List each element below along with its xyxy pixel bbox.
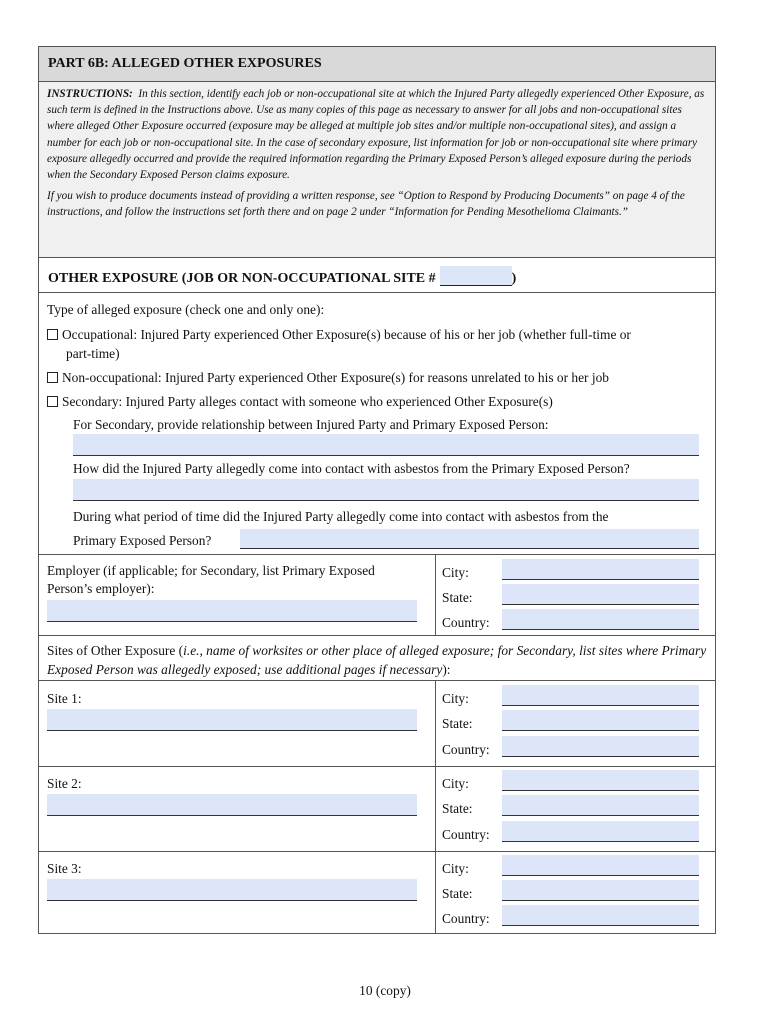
non-occupational-option: [47, 370, 609, 386]
site-3-cell: [39, 852, 435, 934]
site-1-cell: [39, 681, 435, 766]
site-2-state-label: State:: [442, 801, 473, 816]
site-2-label: Site 2:: [47, 776, 82, 791]
site-1-state-field[interactable]: [502, 710, 699, 731]
site-3-city-field[interactable]: [502, 855, 699, 876]
sites-intro-prefix: Sites of Other Exposure (: [47, 643, 184, 658]
instructions-text: In this section, identify each job or non-occupational site at which the Injured Party allegedly experienced Other Exposure, as such term is defined in the Instructions above. Use as many copies of this page as necessary to answer for all jobs and non-occupational sites where alleged Other Exposure occurred (exposure may be alleged at multiple job sites and/or multiple non-occupational sites), and assign a number for each job or non-occupational site. In the case of secondary exposure, list information for job or non-occupational site where primary exposure allegedly occurred and provide the required information regarding the Primary Exposed Person’s alleged exposure during the periods when the Secondary Exposed Person claims exposure.: [47, 88, 705, 182]
site-2-cell: [39, 767, 435, 851]
sites-intro-italic: , name of worksites or other place of alleged exposure; for Secondary, list sites where Primary Exposed Person was allegedly exposed; use additional pages if necessary: [47, 643, 707, 677]
site-1-country-field[interactable]: [502, 736, 699, 757]
page-number: 10 (copy): [359, 983, 411, 998]
employer-state-field[interactable]: [502, 584, 699, 605]
employer-label: Employer (if applicable; for Secondary, list Primary Exposed: [47, 563, 375, 578]
sites-intro: [39, 636, 715, 680]
employer-field[interactable]: [47, 600, 417, 622]
employer-state-label: State:: [442, 590, 473, 605]
period-field[interactable]: [240, 529, 699, 549]
site-2-location-cell: [436, 767, 717, 851]
site-2-city-field[interactable]: [502, 770, 699, 791]
site-1-city-field[interactable]: [502, 685, 699, 706]
occupational-checkbox[interactable]: [47, 329, 58, 340]
site-2-country-label: Country:: [442, 827, 490, 842]
occupational-option: [47, 327, 631, 343]
site-2-field[interactable]: [47, 794, 417, 816]
other-exposure-title: [39, 258, 715, 293]
site-number-field[interactable]: [440, 266, 512, 286]
employer-location-cell: [436, 555, 717, 635]
relationship-question: For Secondary, provide relationship between Injured Party and Primary Exposed Person:: [73, 417, 549, 432]
site-1-city-label: City:: [442, 691, 469, 706]
section-header: [39, 47, 715, 82]
instructions-block: [39, 82, 715, 258]
other-exposure-title-text: OTHER EXPOSURE (JOB OR NON-OCCUPATIONAL SITE #: [48, 271, 436, 286]
secondary-label: Secondary: Injured Party alleges contact with someone who experienced Other Exposure(s): [62, 394, 553, 409]
occupational-label: Occupational: Injured Party experienced Other Exposure(s) because of his or her job (whether full-time or: [62, 327, 631, 342]
employer-country-label: Country:: [442, 615, 490, 630]
employer-country-field[interactable]: [502, 609, 699, 630]
site-3-city-label: City:: [442, 861, 469, 876]
employer-cell: [39, 555, 435, 635]
sites-intro-suffix: ):: [442, 662, 451, 677]
site-1-label: Site 1:: [47, 691, 82, 706]
contact-question: How did the Injured Party allegedly come into contact with asbestos from the Primary Exposed Person?: [73, 461, 630, 476]
contact-field[interactable]: [73, 479, 699, 501]
site-3-location-cell: [436, 852, 717, 934]
non-occupational-label: Non-occupational: Injured Party experienced Other Exposure(s) for reasons unrelated to his or her job: [62, 370, 609, 385]
site-1-location-cell: [436, 681, 717, 766]
exposure-type-prompt: Type of alleged exposure (check one and only one):: [47, 302, 325, 317]
section-title: PART 6B: ALLEGED OTHER EXPOSURES: [48, 56, 322, 71]
site-1-field[interactable]: [47, 709, 417, 731]
instructions-label: INSTRUCTIONS:: [47, 88, 133, 100]
period-question: During what period of time did the Injured Party allegedly come into contact with asbestos from the: [73, 509, 609, 524]
employer-city-field[interactable]: [502, 559, 699, 580]
site-2-country-field[interactable]: [502, 821, 699, 842]
relationship-field[interactable]: [73, 434, 699, 456]
site-3-state-field[interactable]: [502, 880, 699, 901]
sites-intro-ie: i.e.: [183, 643, 200, 658]
non-occupational-checkbox[interactable]: [47, 372, 58, 383]
site-1-country-label: Country:: [442, 742, 490, 757]
site-3-field[interactable]: [47, 879, 417, 901]
site-1-state-label: State:: [442, 716, 473, 731]
exposure-form: [38, 46, 716, 934]
site-3-country-label: Country:: [442, 911, 490, 926]
option-text: If you wish to produce documents instead of providing a written response, see “Option to Respond by Producing Documents” on page 4 of the instructions, and follow the instructions set forth there and on page 2 under “Information for Pending Mesothelioma Claimants.”: [47, 190, 685, 219]
site-2-city-label: City:: [442, 776, 469, 791]
employer-city-label: City:: [442, 565, 469, 580]
site-3-state-label: State:: [442, 886, 473, 901]
secondary-checkbox[interactable]: [47, 396, 58, 407]
site-3-label: Site 3:: [47, 861, 82, 876]
site-3-country-field[interactable]: [502, 905, 699, 926]
secondary-option: [47, 394, 553, 410]
period-question-cont: Primary Exposed Person?: [73, 533, 212, 548]
exposure-type-section: [39, 293, 715, 555]
title-close-paren: ): [511, 271, 517, 286]
site-2-state-field[interactable]: [502, 795, 699, 816]
occupational-label-cont: part-time): [66, 346, 120, 361]
employer-label-cont: Person’s employer):: [47, 581, 155, 596]
